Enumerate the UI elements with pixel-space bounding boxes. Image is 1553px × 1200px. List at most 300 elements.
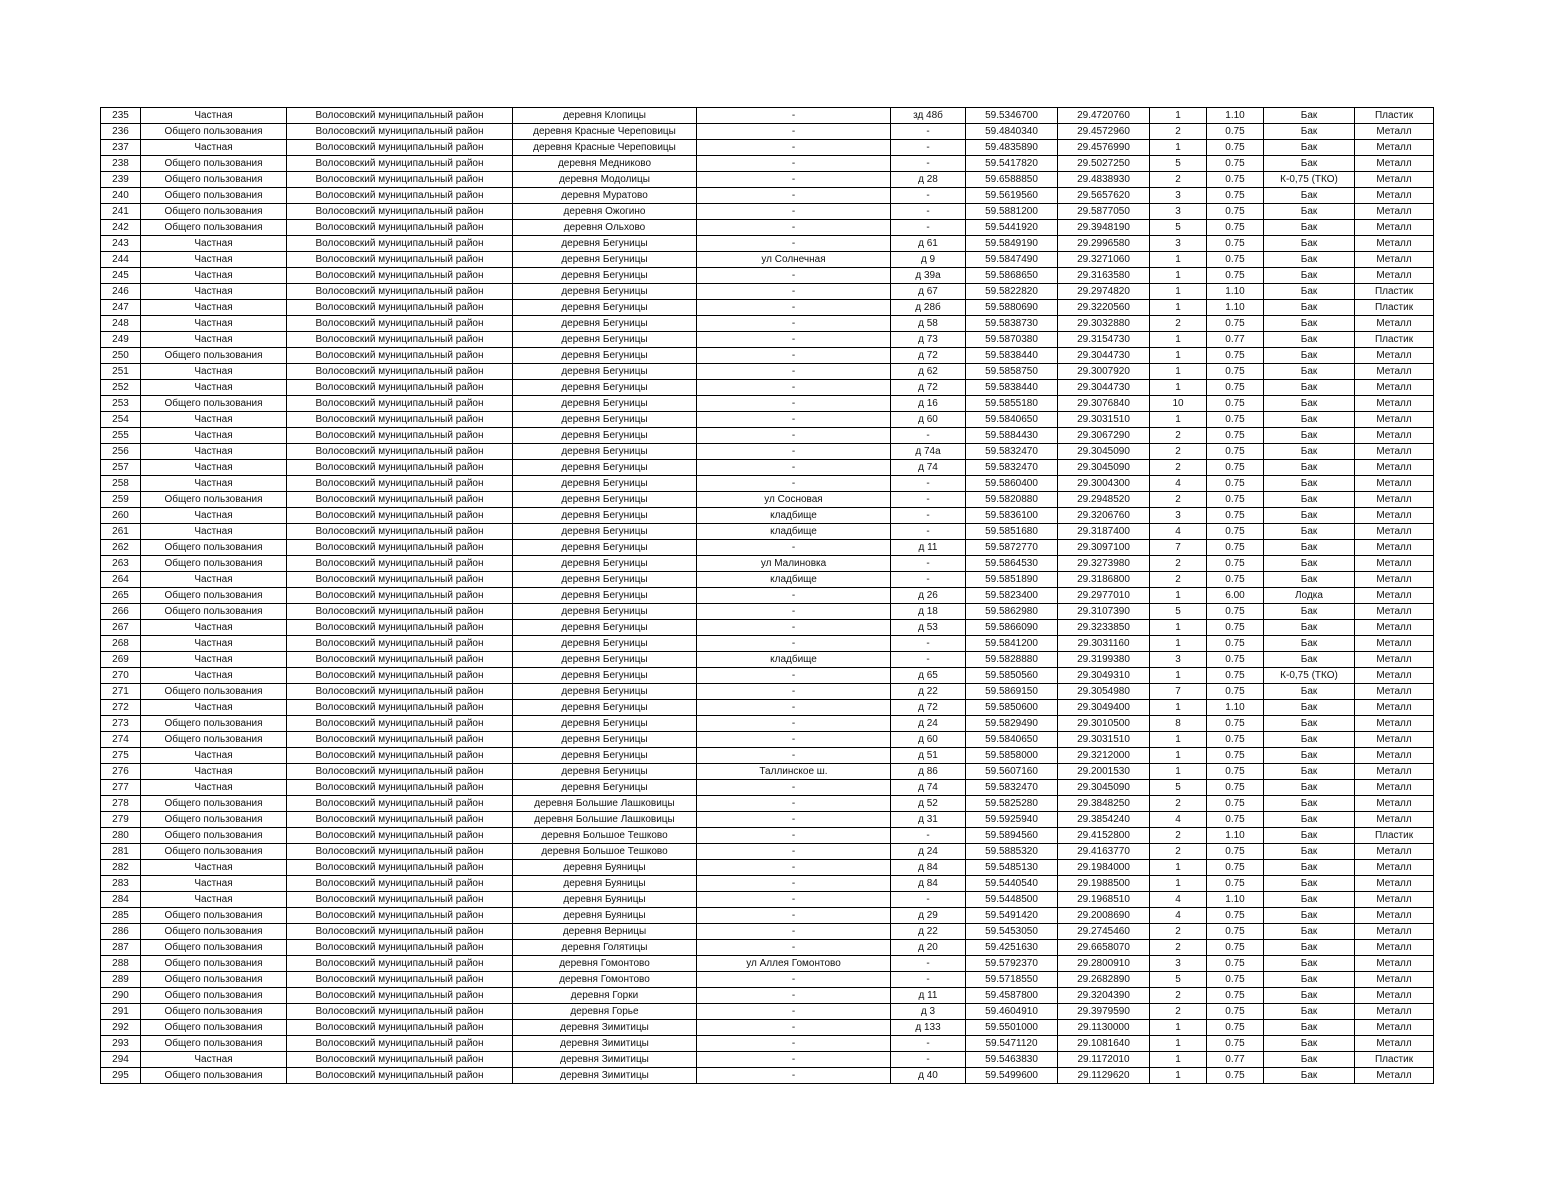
longitude-cell: 29.3044730	[1058, 348, 1150, 364]
longitude-cell: 29.2948520	[1058, 492, 1150, 508]
container-count-cell: 4	[1150, 908, 1207, 924]
settlement-cell: деревня Бегуницы	[513, 524, 697, 540]
container-count-cell: 2	[1150, 988, 1207, 1004]
container-type-cell: К-0,75 (ТКО)	[1264, 172, 1355, 188]
container-count-cell: 1	[1150, 140, 1207, 156]
row-number-cell: 253	[101, 396, 141, 412]
ownership-cell: Общего пользования	[141, 812, 287, 828]
latitude-cell: 59.5849190	[966, 236, 1058, 252]
table-row	[101, 396, 1434, 412]
district-cell: Волосовский муниципальный район	[287, 764, 513, 780]
building-cell: -	[891, 652, 966, 668]
latitude-cell: 59.5823400	[966, 588, 1058, 604]
container-count-cell: 1	[1150, 764, 1207, 780]
longitude-cell: 29.5657620	[1058, 188, 1150, 204]
settlement-cell: деревня Ольхово	[513, 220, 697, 236]
container-count-cell: 1	[1150, 300, 1207, 316]
building-cell: -	[891, 1052, 966, 1068]
volume-cell: 0.75	[1207, 860, 1264, 876]
row-number-cell: 260	[101, 508, 141, 524]
row-number-cell: 275	[101, 748, 141, 764]
material-cell: Металл	[1355, 652, 1434, 668]
longitude-cell: 29.3045090	[1058, 444, 1150, 460]
street-cell: -	[697, 476, 891, 492]
latitude-cell: 59.6588850	[966, 172, 1058, 188]
volume-cell: 0.75	[1207, 380, 1264, 396]
volume-cell: 0.75	[1207, 908, 1264, 924]
settlement-cell: деревня Красные Череповицы	[513, 140, 697, 156]
container-type-cell: Бак	[1264, 508, 1355, 524]
street-cell: -	[697, 860, 891, 876]
container-count-cell: 1	[1150, 108, 1207, 124]
volume-cell: 0.75	[1207, 716, 1264, 732]
building-cell: -	[891, 476, 966, 492]
table-row	[101, 796, 1434, 812]
street-cell: -	[697, 588, 891, 604]
table-row	[101, 1068, 1434, 1084]
material-cell: Пластик	[1355, 284, 1434, 300]
settlement-cell: деревня Буяницы	[513, 892, 697, 908]
latitude-cell: 59.5832470	[966, 780, 1058, 796]
ownership-cell: Общего пользования	[141, 908, 287, 924]
ownership-cell: Частная	[141, 780, 287, 796]
volume-cell: 0.75	[1207, 1068, 1264, 1084]
longitude-cell: 29.3220560	[1058, 300, 1150, 316]
latitude-cell: 59.5453050	[966, 924, 1058, 940]
ownership-cell: Частная	[141, 892, 287, 908]
street-cell: -	[697, 684, 891, 700]
longitude-cell: 29.3045090	[1058, 780, 1150, 796]
volume-cell: 0.75	[1207, 604, 1264, 620]
container-count-cell: 10	[1150, 396, 1207, 412]
longitude-cell: 29.3097100	[1058, 540, 1150, 556]
material-cell: Металл	[1355, 412, 1434, 428]
latitude-cell: 59.5847490	[966, 252, 1058, 268]
street-cell: -	[697, 156, 891, 172]
table-row	[101, 1052, 1434, 1068]
container-type-cell: Бак	[1264, 780, 1355, 796]
material-cell: Металл	[1355, 876, 1434, 892]
row-number-cell: 286	[101, 924, 141, 940]
building-cell: зд 48б	[891, 108, 966, 124]
longitude-cell: 29.3031160	[1058, 636, 1150, 652]
district-cell: Волосовский муниципальный район	[287, 572, 513, 588]
longitude-cell: 29.3848250	[1058, 796, 1150, 812]
table-row	[101, 252, 1434, 268]
table-row	[101, 220, 1434, 236]
material-cell: Металл	[1355, 588, 1434, 604]
building-cell: д 72	[891, 700, 966, 716]
container-type-cell: Бак	[1264, 684, 1355, 700]
longitude-cell: 29.1968510	[1058, 892, 1150, 908]
volume-cell: 0.75	[1207, 796, 1264, 812]
container-count-cell: 2	[1150, 924, 1207, 940]
container-count-cell: 3	[1150, 956, 1207, 972]
material-cell: Металл	[1355, 1004, 1434, 1020]
building-cell: д 84	[891, 860, 966, 876]
district-cell: Волосовский муниципальный район	[287, 924, 513, 940]
latitude-cell: 59.5840650	[966, 412, 1058, 428]
container-count-cell: 1	[1150, 636, 1207, 652]
table-row	[101, 156, 1434, 172]
container-type-cell: Бак	[1264, 572, 1355, 588]
settlement-cell: деревня Буяницы	[513, 876, 697, 892]
table-row	[101, 572, 1434, 588]
ownership-cell: Общего пользования	[141, 396, 287, 412]
container-count-cell: 7	[1150, 540, 1207, 556]
row-number-cell: 250	[101, 348, 141, 364]
table-row	[101, 828, 1434, 844]
container-count-cell: 1	[1150, 700, 1207, 716]
ownership-cell: Общего пользования	[141, 220, 287, 236]
material-cell: Металл	[1355, 636, 1434, 652]
settlement-cell: деревня Бегуницы	[513, 572, 697, 588]
container-type-cell: Бак	[1264, 764, 1355, 780]
container-count-cell: 1	[1150, 268, 1207, 284]
district-cell: Волосовский муниципальный район	[287, 780, 513, 796]
table-row	[101, 364, 1434, 380]
container-type-cell: Бак	[1264, 476, 1355, 492]
district-cell: Волосовский муниципальный район	[287, 1020, 513, 1036]
material-cell: Металл	[1355, 716, 1434, 732]
table-row	[101, 588, 1434, 604]
container-type-cell: Бак	[1264, 524, 1355, 540]
latitude-cell: 59.4604910	[966, 1004, 1058, 1020]
ownership-cell: Общего пользования	[141, 940, 287, 956]
row-number-cell: 242	[101, 220, 141, 236]
building-cell: д 24	[891, 716, 966, 732]
latitude-cell: 59.5864530	[966, 556, 1058, 572]
material-cell: Пластик	[1355, 108, 1434, 124]
material-cell: Металл	[1355, 188, 1434, 204]
district-cell: Волосовский муниципальный район	[287, 1036, 513, 1052]
table-row	[101, 924, 1434, 940]
longitude-cell: 29.3233850	[1058, 620, 1150, 636]
table-row	[101, 124, 1434, 140]
building-cell: д 133	[891, 1020, 966, 1036]
district-cell: Волосовский муниципальный район	[287, 604, 513, 620]
settlement-cell: деревня Большие Лашковицы	[513, 812, 697, 828]
district-cell: Волосовский муниципальный район	[287, 668, 513, 684]
material-cell: Металл	[1355, 524, 1434, 540]
volume-cell: 0.77	[1207, 1052, 1264, 1068]
street-cell: -	[697, 780, 891, 796]
settlement-cell: деревня Бегуницы	[513, 700, 697, 716]
row-number-cell: 267	[101, 620, 141, 636]
settlement-cell: деревня Ожогино	[513, 204, 697, 220]
material-cell: Металл	[1355, 1036, 1434, 1052]
street-cell: -	[697, 428, 891, 444]
material-cell: Металл	[1355, 604, 1434, 620]
longitude-cell: 29.3154730	[1058, 332, 1150, 348]
material-cell: Металл	[1355, 812, 1434, 828]
row-number-cell: 274	[101, 732, 141, 748]
container-count-cell: 1	[1150, 668, 1207, 684]
volume-cell: 1.10	[1207, 828, 1264, 844]
row-number-cell: 287	[101, 940, 141, 956]
street-cell: -	[697, 268, 891, 284]
container-type-cell: Бак	[1264, 332, 1355, 348]
volume-cell: 0.75	[1207, 316, 1264, 332]
building-cell: д 58	[891, 316, 966, 332]
settlement-cell: деревня Бегуницы	[513, 556, 697, 572]
table-row	[101, 876, 1434, 892]
street-cell: -	[697, 716, 891, 732]
settlement-cell: деревня Буяницы	[513, 860, 697, 876]
ownership-cell: Общего пользования	[141, 972, 287, 988]
building-cell: -	[891, 492, 966, 508]
container-count-cell: 1	[1150, 364, 1207, 380]
volume-cell: 0.75	[1207, 636, 1264, 652]
ownership-cell: Общего пользования	[141, 716, 287, 732]
longitude-cell: 29.2977010	[1058, 588, 1150, 604]
latitude-cell: 59.5441920	[966, 220, 1058, 236]
district-cell: Волосовский муниципальный район	[287, 796, 513, 812]
row-number-cell: 257	[101, 460, 141, 476]
material-cell: Металл	[1355, 908, 1434, 924]
building-cell: д 9	[891, 252, 966, 268]
container-count-cell: 8	[1150, 716, 1207, 732]
latitude-cell: 59.5858750	[966, 364, 1058, 380]
street-cell: -	[697, 636, 891, 652]
district-cell: Волосовский муниципальный район	[287, 444, 513, 460]
street-cell: -	[697, 236, 891, 252]
longitude-cell: 29.1081640	[1058, 1036, 1150, 1052]
ownership-cell: Общего пользования	[141, 348, 287, 364]
container-type-cell: Бак	[1264, 284, 1355, 300]
material-cell: Металл	[1355, 124, 1434, 140]
table-row	[101, 300, 1434, 316]
ownership-cell: Частная	[141, 700, 287, 716]
container-type-cell: Бак	[1264, 796, 1355, 812]
material-cell: Металл	[1355, 252, 1434, 268]
row-number-cell: 281	[101, 844, 141, 860]
ownership-cell: Частная	[141, 412, 287, 428]
container-type-cell: Бак	[1264, 860, 1355, 876]
material-cell: Металл	[1355, 668, 1434, 684]
material-cell: Металл	[1355, 156, 1434, 172]
longitude-cell: 29.1984000	[1058, 860, 1150, 876]
district-cell: Волосовский муниципальный район	[287, 172, 513, 188]
container-type-cell: Бак	[1264, 732, 1355, 748]
container-count-cell: 5	[1150, 156, 1207, 172]
table-row	[101, 268, 1434, 284]
container-count-cell: 1	[1150, 732, 1207, 748]
district-cell: Волосовский муниципальный район	[287, 876, 513, 892]
longitude-cell: 29.3049310	[1058, 668, 1150, 684]
material-cell: Металл	[1355, 236, 1434, 252]
container-count-cell: 1	[1150, 1052, 1207, 1068]
building-cell: д 22	[891, 684, 966, 700]
row-number-cell: 252	[101, 380, 141, 396]
volume-cell: 1.10	[1207, 284, 1264, 300]
container-type-cell: Бак	[1264, 140, 1355, 156]
longitude-cell: 29.3199380	[1058, 652, 1150, 668]
district-cell: Волосовский муниципальный район	[287, 188, 513, 204]
table-row	[101, 540, 1434, 556]
row-number-cell: 241	[101, 204, 141, 220]
district-cell: Волосовский муниципальный район	[287, 140, 513, 156]
container-type-cell: Лодка	[1264, 588, 1355, 604]
container-count-cell: 5	[1150, 780, 1207, 796]
building-cell: д 60	[891, 412, 966, 428]
district-cell: Волосовский муниципальный район	[287, 412, 513, 428]
row-number-cell: 284	[101, 892, 141, 908]
longitude-cell: 29.3187400	[1058, 524, 1150, 540]
material-cell: Металл	[1355, 748, 1434, 764]
district-cell: Волосовский муниципальный район	[287, 732, 513, 748]
ownership-cell: Частная	[141, 652, 287, 668]
row-number-cell: 292	[101, 1020, 141, 1036]
longitude-cell: 29.3031510	[1058, 732, 1150, 748]
latitude-cell: 59.5868650	[966, 268, 1058, 284]
volume-cell: 0.75	[1207, 876, 1264, 892]
container-type-cell: Бак	[1264, 828, 1355, 844]
row-number-cell: 294	[101, 1052, 141, 1068]
volume-cell: 0.75	[1207, 188, 1264, 204]
table-body	[101, 108, 1434, 1084]
row-number-cell: 268	[101, 636, 141, 652]
material-cell: Металл	[1355, 1020, 1434, 1036]
row-number-cell: 245	[101, 268, 141, 284]
building-cell: д 74	[891, 460, 966, 476]
container-count-cell: 2	[1150, 828, 1207, 844]
latitude-cell: 59.4587800	[966, 988, 1058, 1004]
street-cell: -	[697, 812, 891, 828]
settlement-cell: деревня Бегуницы	[513, 396, 697, 412]
street-cell: кладбище	[697, 652, 891, 668]
material-cell: Металл	[1355, 172, 1434, 188]
volume-cell: 1.10	[1207, 892, 1264, 908]
container-count-cell: 3	[1150, 204, 1207, 220]
building-cell: -	[891, 140, 966, 156]
container-count-cell: 2	[1150, 1004, 1207, 1020]
street-cell: -	[697, 220, 891, 236]
container-type-cell: Бак	[1264, 396, 1355, 412]
ownership-cell: Частная	[141, 332, 287, 348]
container-type-cell: Бак	[1264, 444, 1355, 460]
building-cell: д 16	[891, 396, 966, 412]
volume-cell: 0.75	[1207, 460, 1264, 476]
settlement-cell: деревня Бегуницы	[513, 684, 697, 700]
container-type-cell: Бак	[1264, 1004, 1355, 1020]
latitude-cell: 59.5855180	[966, 396, 1058, 412]
container-count-cell: 2	[1150, 572, 1207, 588]
street-cell: -	[697, 332, 891, 348]
longitude-cell: 29.3032880	[1058, 316, 1150, 332]
district-cell: Волосовский муниципальный район	[287, 236, 513, 252]
street-cell: -	[697, 412, 891, 428]
container-type-cell: Бак	[1264, 220, 1355, 236]
volume-cell: 0.75	[1207, 348, 1264, 364]
container-count-cell: 2	[1150, 844, 1207, 860]
street-cell: -	[697, 748, 891, 764]
latitude-cell: 59.5885320	[966, 844, 1058, 860]
table-row	[101, 556, 1434, 572]
container-type-cell: Бак	[1264, 972, 1355, 988]
longitude-cell: 29.4720760	[1058, 108, 1150, 124]
container-count-cell: 2	[1150, 124, 1207, 140]
settlement-cell: деревня Бегуницы	[513, 268, 697, 284]
table-row	[101, 412, 1434, 428]
table-row	[101, 620, 1434, 636]
longitude-cell: 29.3206760	[1058, 508, 1150, 524]
longitude-cell: 29.1988500	[1058, 876, 1150, 892]
volume-cell: 0.75	[1207, 412, 1264, 428]
building-cell: д 11	[891, 988, 966, 1004]
row-number-cell: 282	[101, 860, 141, 876]
container-type-cell: Бак	[1264, 956, 1355, 972]
longitude-cell: 29.3054980	[1058, 684, 1150, 700]
table-row	[101, 668, 1434, 684]
volume-cell: 1.10	[1207, 700, 1264, 716]
table-row	[101, 444, 1434, 460]
longitude-cell: 29.3212000	[1058, 748, 1150, 764]
row-number-cell: 269	[101, 652, 141, 668]
container-count-cell: 5	[1150, 972, 1207, 988]
row-number-cell: 289	[101, 972, 141, 988]
latitude-cell: 59.5485130	[966, 860, 1058, 876]
street-cell: кладбище	[697, 572, 891, 588]
volume-cell: 0.75	[1207, 540, 1264, 556]
row-number-cell: 246	[101, 284, 141, 300]
ownership-cell: Общего пользования	[141, 1068, 287, 1084]
street-cell: ул Солнечная	[697, 252, 891, 268]
building-cell: -	[891, 556, 966, 572]
latitude-cell: 59.4835890	[966, 140, 1058, 156]
ownership-cell: Общего пользования	[141, 156, 287, 172]
longitude-cell: 29.3979590	[1058, 1004, 1150, 1020]
latitude-cell: 59.5828880	[966, 652, 1058, 668]
material-cell: Металл	[1355, 732, 1434, 748]
row-number-cell: 279	[101, 812, 141, 828]
ownership-cell: Частная	[141, 524, 287, 540]
latitude-cell: 59.5448500	[966, 892, 1058, 908]
container-type-cell: Бак	[1264, 268, 1355, 284]
longitude-cell: 29.3107390	[1058, 604, 1150, 620]
ownership-cell: Общего пользования	[141, 556, 287, 572]
table-row	[101, 1036, 1434, 1052]
street-cell: кладбище	[697, 524, 891, 540]
longitude-cell: 29.3204390	[1058, 988, 1150, 1004]
container-type-cell: Бак	[1264, 156, 1355, 172]
street-cell: -	[697, 908, 891, 924]
ownership-cell: Частная	[141, 364, 287, 380]
settlement-cell: деревня Бегуницы	[513, 716, 697, 732]
settlement-cell: деревня Горки	[513, 988, 697, 1004]
settlement-cell: деревня Бегуницы	[513, 460, 697, 476]
container-type-cell: Бак	[1264, 1052, 1355, 1068]
material-cell: Металл	[1355, 780, 1434, 796]
container-type-cell: Бак	[1264, 540, 1355, 556]
volume-cell: 0.75	[1207, 1036, 1264, 1052]
material-cell: Металл	[1355, 844, 1434, 860]
settlement-cell: деревня Голятицы	[513, 940, 697, 956]
volume-cell: 0.75	[1207, 364, 1264, 380]
latitude-cell: 59.5841200	[966, 636, 1058, 652]
latitude-cell: 59.5880690	[966, 300, 1058, 316]
volume-cell: 0.77	[1207, 332, 1264, 348]
container-type-cell: Бак	[1264, 348, 1355, 364]
ownership-cell: Частная	[141, 636, 287, 652]
latitude-cell: 59.5866090	[966, 620, 1058, 636]
container-count-cell: 3	[1150, 652, 1207, 668]
ownership-cell: Общего пользования	[141, 204, 287, 220]
ownership-cell: Общего пользования	[141, 732, 287, 748]
row-number-cell: 270	[101, 668, 141, 684]
table-row	[101, 108, 1434, 124]
material-cell: Металл	[1355, 444, 1434, 460]
